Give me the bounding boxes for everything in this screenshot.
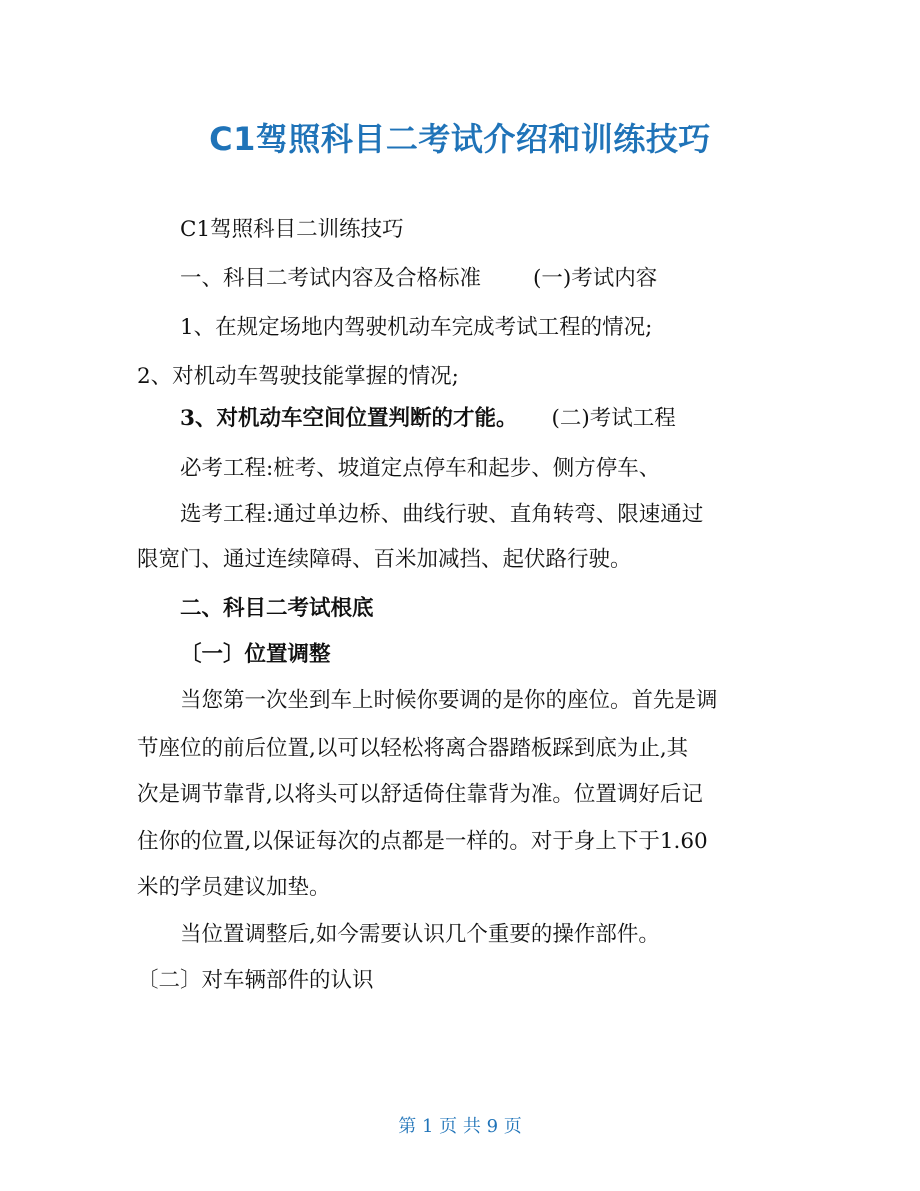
subsection-heading-exam-items: (二)考试工程 bbox=[551, 406, 676, 431]
page-number-footer: 第 1 页 共 9 页 bbox=[398, 1116, 522, 1137]
paragraph-line-13: 次是调节靠背,以将头可以舒适倚住靠背为准。位置调好后记 bbox=[137, 782, 703, 807]
section-heading-1: 一、科目二考试内容及合格标准 bbox=[180, 266, 482, 291]
paragraph-line-12: 节座位的前后位置,以可以轻松将离合器踏板踩到底为止,其 bbox=[137, 736, 689, 761]
paragraph-line-11: 当您第一次坐到车上时候你要调的是你的座位。首先是调 bbox=[180, 688, 718, 713]
bold-item-3: 3、对机动车空间位置判断的才能。 bbox=[180, 406, 518, 431]
paragraph-line-1: C1驾照科目二训练技巧 bbox=[180, 217, 404, 242]
paragraph-line-15: 米的学员建议加垫。 bbox=[137, 875, 331, 900]
paragraph-line-8: 限宽门、通过连续障碍、百米加减挡、起伏路行驶。 bbox=[137, 547, 632, 572]
paragraph-line-7: 选考工程:通过单边桥、曲线行驶、直角转弯、限速通过 bbox=[180, 502, 704, 527]
subsection-heading-vehicle-parts: 〔二〕对车辆部件的认识 bbox=[137, 968, 374, 993]
paragraph-line-6: 必考工程:桩考、坡道定点停车和起步、侧方停车、 bbox=[180, 456, 661, 481]
section-heading-2: 二、科目二考试根底 bbox=[180, 596, 374, 621]
subsection-heading-exam-content: (一)考试内容 bbox=[533, 266, 658, 291]
subsection-heading-position: 〔一〕位置调整 bbox=[180, 642, 331, 667]
paragraph-line-14: 住你的位置,以保证每次的点都是一样的。对于身上下于1.60 bbox=[137, 829, 708, 854]
paragraph-line-5 bbox=[180, 404, 676, 434]
paragraph-line-2 bbox=[180, 264, 657, 294]
paragraph-line-16: 当位置调整后,如今需要认识几个重要的操作部件。 bbox=[180, 922, 660, 947]
paragraph-line-4: 2、对机动车驾驶技能掌握的情况; bbox=[137, 364, 459, 389]
paragraph-line-3: 1、在规定场地内驾驶机动车完成考试工程的情况; bbox=[180, 315, 653, 340]
document-title: C1驾照科目二考试介绍和训练技巧 bbox=[209, 120, 711, 158]
